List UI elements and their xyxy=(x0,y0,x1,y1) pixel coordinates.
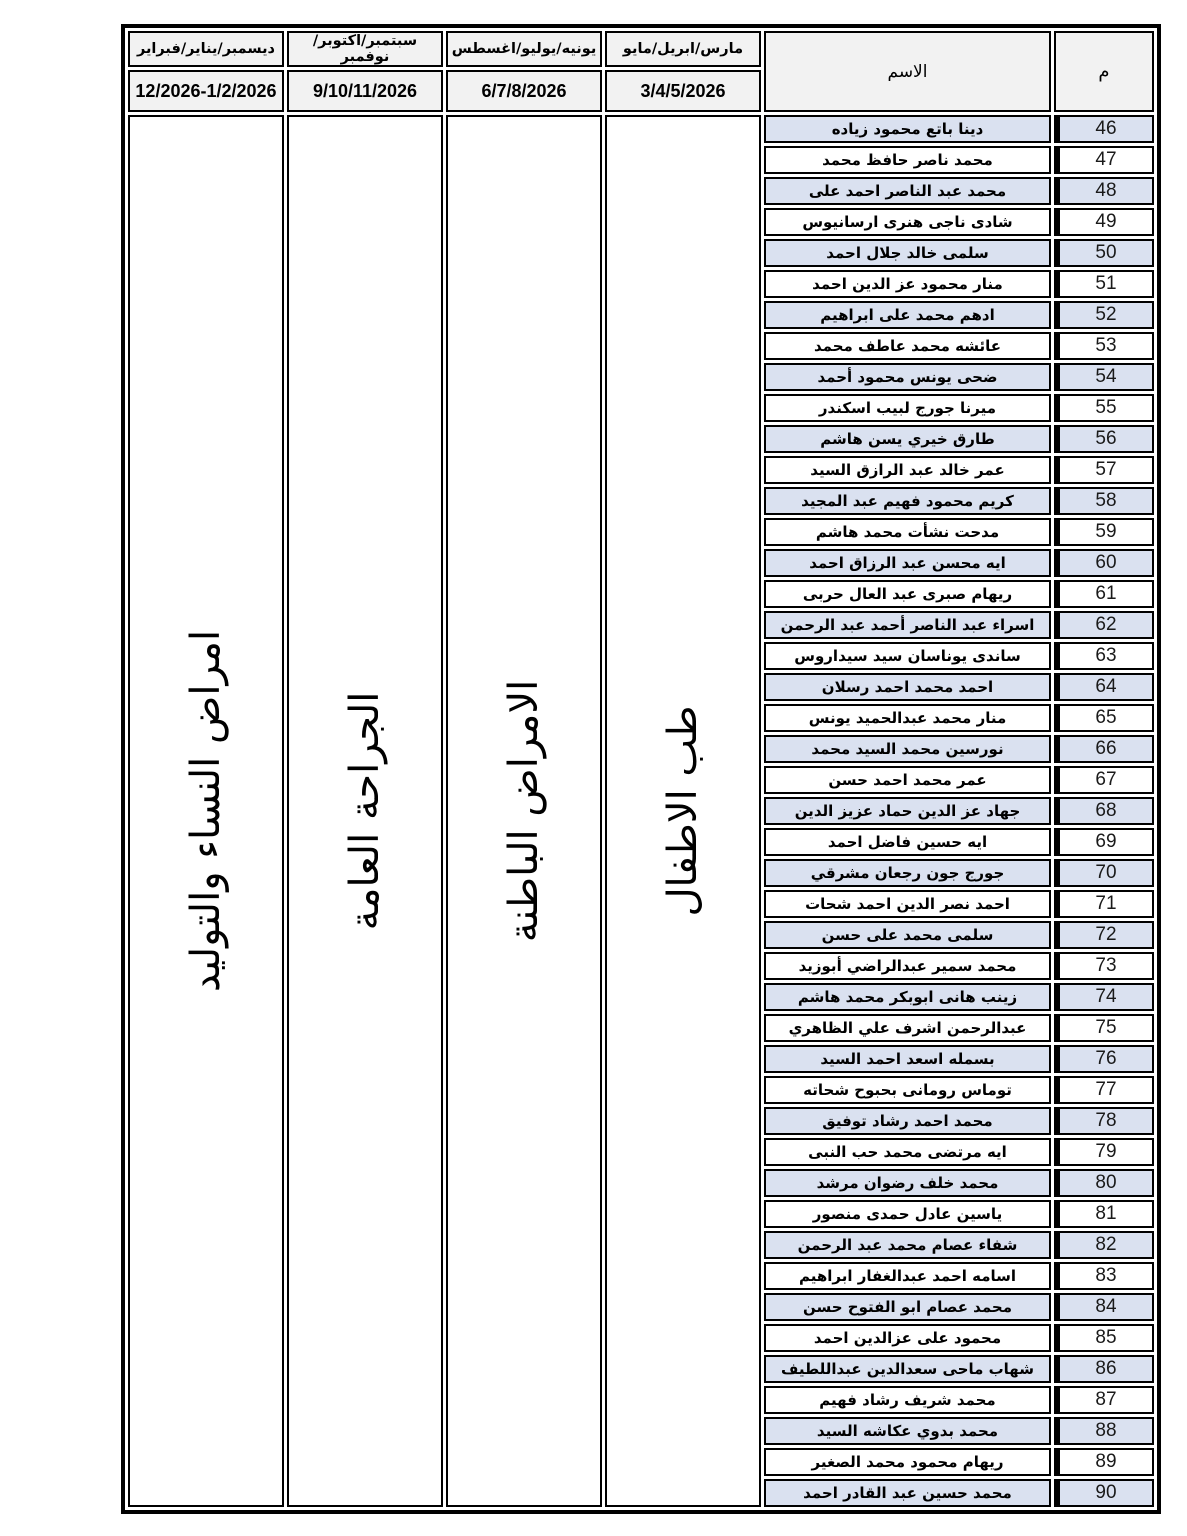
row-number-cell: 52 xyxy=(1054,301,1154,329)
row-number-cell: 72 xyxy=(1054,921,1154,949)
name-cell: نورسين محمد السيد محمد xyxy=(764,735,1051,763)
period-months-sep-oct-nov: سبتمبر/اكتوبر/نوفمبر xyxy=(287,31,443,67)
name-cell: احمد نصر الدين احمد شحات xyxy=(764,890,1051,918)
name-cell: ميرنا جورج لبيب اسكندر xyxy=(764,394,1051,422)
row-number-cell: 70 xyxy=(1054,859,1154,887)
row-number-cell: 56 xyxy=(1054,425,1154,453)
row-number-cell: 85 xyxy=(1054,1324,1154,1352)
name-cell: محمد ناصر حافظ محمد xyxy=(764,146,1051,174)
row-number-cell: 57 xyxy=(1054,456,1154,484)
row-number-cell: 50 xyxy=(1054,239,1154,267)
rotation-schedule xyxy=(121,24,1161,1514)
name-column-header: الاسم xyxy=(764,31,1051,112)
row-number-cell: 53 xyxy=(1054,332,1154,360)
name-cell: بسمله اسعد احمد السيد xyxy=(764,1045,1051,1073)
row-number-cell: 55 xyxy=(1054,394,1154,422)
name-cell: ياسين عادل حمدى منصور xyxy=(764,1200,1051,1228)
department-column-internal-medicine xyxy=(446,115,602,1507)
row-number-cell: 89 xyxy=(1054,1448,1154,1476)
name-cell: ايه حسين فاضل احمد xyxy=(764,828,1051,856)
name-cell: محمد سمير عبدالراضي أبوزيد xyxy=(764,952,1051,980)
name-cell: جورج جون رجعان مشرقي xyxy=(764,859,1051,887)
department-label-internal-medicine: الامراض الباطنة xyxy=(501,679,547,943)
name-cell: كريم محمود فهيم عبد المجيد xyxy=(764,487,1051,515)
row-number-cell: 46 xyxy=(1054,115,1154,143)
name-cell: عائشه محمد عاطف محمد xyxy=(764,332,1051,360)
row-number-cell: 81 xyxy=(1054,1200,1154,1228)
name-cell: ضحى يونس محمود أحمد xyxy=(764,363,1051,391)
period-dates-sep-oct-nov: 9/10/11/2026 xyxy=(287,70,443,112)
row-number-cell: 47 xyxy=(1054,146,1154,174)
period-dates-mar-apr-may: 3/4/5/2026 xyxy=(605,70,761,112)
period-dates-jun-jul-aug: 6/7/8/2026 xyxy=(446,70,602,112)
row-number-cell: 65 xyxy=(1054,704,1154,732)
row-number-cell: 51 xyxy=(1054,270,1154,298)
row-number-cell: 61 xyxy=(1054,580,1154,608)
period-months-mar-apr-may: مارس/ابريل/مايو xyxy=(605,31,761,67)
name-cell: دينا باتع محمود زياده xyxy=(764,115,1051,143)
row-number-cell: 74 xyxy=(1054,983,1154,1011)
row-number-cell: 68 xyxy=(1054,797,1154,825)
name-cell: محمد خلف رضوان مرشد xyxy=(764,1169,1051,1197)
name-cell: سلمى خالد جلال احمد xyxy=(764,239,1051,267)
row-number-cell: 66 xyxy=(1054,735,1154,763)
period-dates-dec-jan-feb: 12/2026-1/2/2026 xyxy=(128,70,284,112)
name-cell: محمد عبد الناصر احمد على xyxy=(764,177,1051,205)
name-cell: اسراء عبد الناصر أحمد عبد الرحمن xyxy=(764,611,1051,639)
row-number-cell: 80 xyxy=(1054,1169,1154,1197)
row-number-cell: 90 xyxy=(1054,1479,1154,1507)
department-label-obgyn: امراض النساء والتوليد xyxy=(183,629,229,993)
department-label-pediatrics: طب الاطفال xyxy=(660,705,706,917)
row-number-cell: 67 xyxy=(1054,766,1154,794)
row-number-cell: 86 xyxy=(1054,1355,1154,1383)
name-cell: محمد احمد رشاد توفيق xyxy=(764,1107,1051,1135)
name-cell: ادهم محمد على ابراهيم xyxy=(764,301,1051,329)
name-cell: جهاد عز الدين حماد عزيز الدين xyxy=(764,797,1051,825)
table-row xyxy=(128,115,1154,143)
row-number-cell: 78 xyxy=(1054,1107,1154,1135)
row-number-cell: 87 xyxy=(1054,1386,1154,1414)
name-cell: اسامه احمد عبدالغفار ابراهيم xyxy=(764,1262,1051,1290)
name-cell: عمر خالد عبد الرازق السيد xyxy=(764,456,1051,484)
name-cell: محمود على عزالدين احمد xyxy=(764,1324,1051,1352)
department-column-obgyn xyxy=(128,115,284,1507)
name-cell: ايه محسن عبد الرزاق احمد xyxy=(764,549,1051,577)
row-number-cell: 60 xyxy=(1054,549,1154,577)
name-cell: عمر محمد احمد حسن xyxy=(764,766,1051,794)
row-number-cell: 69 xyxy=(1054,828,1154,856)
name-cell: منار محمود عز الدين احمد xyxy=(764,270,1051,298)
name-cell: مدحت نشأت محمد هاشم xyxy=(764,518,1051,546)
table-body xyxy=(128,115,1154,1507)
name-cell: طارق خيري يسن هاشم xyxy=(764,425,1051,453)
name-cell: محمد بدوي عكاشه السيد xyxy=(764,1417,1051,1445)
name-cell: شادى ناجى هنرى ارسانيوس xyxy=(764,208,1051,236)
row-number-cell: 54 xyxy=(1054,363,1154,391)
index-column-header: م xyxy=(1054,31,1154,112)
name-cell: احمد محمد احمد رسلان xyxy=(764,673,1051,701)
period-months-jun-jul-aug: يونيه/يوليو/اغسطس xyxy=(446,31,602,67)
name-cell: شفاء عصام محمد عبد الرحمن xyxy=(764,1231,1051,1259)
name-cell: ريهام محمود محمد الصغير xyxy=(764,1448,1051,1476)
row-number-cell: 83 xyxy=(1054,1262,1154,1290)
name-cell: ريهام صبرى عبد العال حربى xyxy=(764,580,1051,608)
row-number-cell: 75 xyxy=(1054,1014,1154,1042)
name-cell: محمد شريف رشاد فهيم xyxy=(764,1386,1051,1414)
row-number-cell: 49 xyxy=(1054,208,1154,236)
rotation-table xyxy=(121,24,1161,1514)
name-cell: ايه مرتضى محمد حب النبى xyxy=(764,1138,1051,1166)
name-cell: منار محمد عبدالحميد يونس xyxy=(764,704,1051,732)
name-cell: محمد حسين عبد القادر احمد xyxy=(764,1479,1051,1507)
name-cell: عبدالرحمن اشرف علي الظاهري xyxy=(764,1014,1051,1042)
table-header xyxy=(128,31,1154,112)
department-column-pediatrics xyxy=(605,115,761,1507)
name-cell: ساندى يوناسان سيد سيداروس xyxy=(764,642,1051,670)
row-number-cell: 71 xyxy=(1054,890,1154,918)
name-cell: توماس رومانى بحبوح شحاته xyxy=(764,1076,1051,1104)
name-cell: زينب هانى ابوبكر محمد هاشم xyxy=(764,983,1051,1011)
row-number-cell: 84 xyxy=(1054,1293,1154,1321)
row-number-cell: 64 xyxy=(1054,673,1154,701)
row-number-cell: 58 xyxy=(1054,487,1154,515)
row-number-cell: 77 xyxy=(1054,1076,1154,1104)
name-cell: شهاب ماحى سعدالدين عبداللطيف xyxy=(764,1355,1051,1383)
row-number-cell: 82 xyxy=(1054,1231,1154,1259)
row-number-cell: 63 xyxy=(1054,642,1154,670)
row-number-cell: 73 xyxy=(1054,952,1154,980)
row-number-cell: 62 xyxy=(1054,611,1154,639)
row-number-cell: 79 xyxy=(1054,1138,1154,1166)
row-number-cell: 59 xyxy=(1054,518,1154,546)
department-label-general-surgery: الجراحة العامة xyxy=(342,691,388,931)
row-number-cell: 88 xyxy=(1054,1417,1154,1445)
row-number-cell: 48 xyxy=(1054,177,1154,205)
name-cell: سلمى محمد على حسن xyxy=(764,921,1051,949)
name-cell: محمد عصام ابو الفتوح حسن xyxy=(764,1293,1051,1321)
department-column-general-surgery xyxy=(287,115,443,1507)
period-months-dec-jan-feb: ديسمبر/يناير/فبراير xyxy=(128,31,284,67)
row-number-cell: 76 xyxy=(1054,1045,1154,1073)
